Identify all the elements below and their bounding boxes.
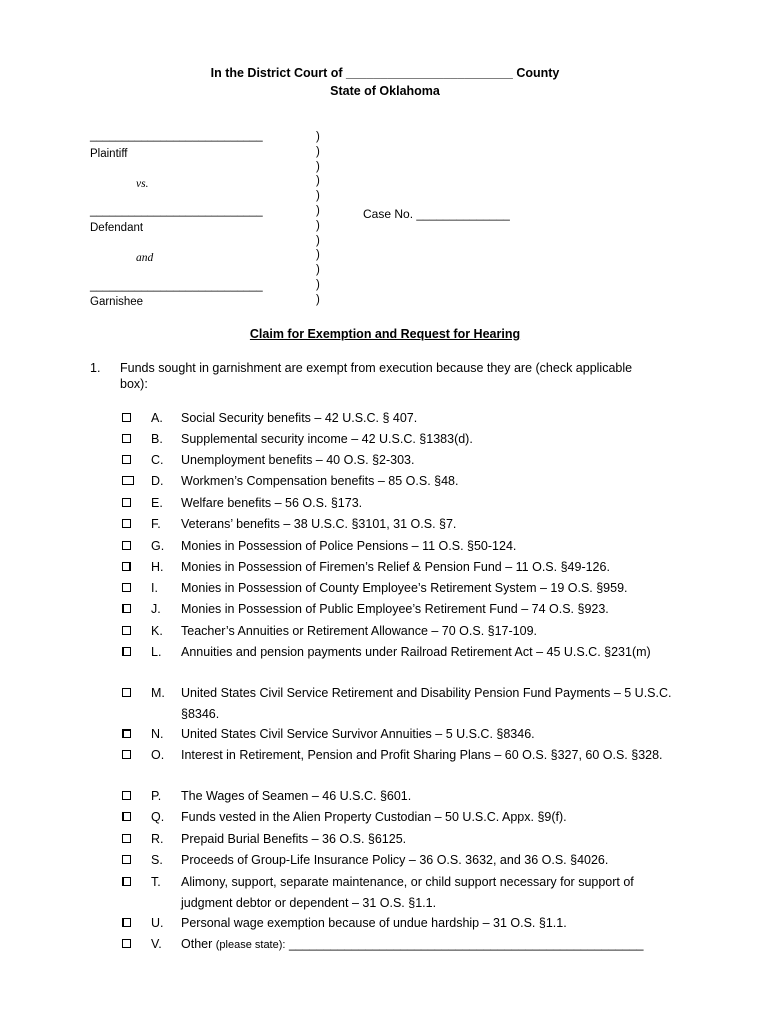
item-text: Prepaid Burial Benefits – 36 O.S. §6125. — [181, 832, 407, 846]
item-text: Unemployment benefits – 40 O.S. §2-303. — [181, 453, 415, 467]
item-text: Personal wage exemption because of undue hardship – 31 O.S. §1.1. — [181, 916, 567, 930]
intro-number: 1. — [90, 361, 101, 375]
item-text: Proceeds of Group-Life Insurance Policy – 36 O.S. 3632, and 36 O.S. §4026. — [181, 853, 609, 867]
item-text: Monies in Possession of Public Employee’s Retirement Fund – 74 O.S. §923. — [181, 602, 609, 616]
garnishee-line[interactable]: ___________________________ — [90, 280, 263, 292]
other-field[interactable]: ___________________________________________________ — [288, 937, 644, 951]
case-number-field[interactable]: Case No. ______________ — [363, 207, 510, 221]
case-caption — [90, 130, 650, 312]
garnishee-label: Garnishee — [90, 296, 144, 308]
and-label: and — [136, 252, 154, 264]
checkbox[interactable] — [122, 604, 131, 613]
item-letter: N. — [151, 727, 164, 741]
item-letter: M. — [151, 686, 165, 700]
checkbox[interactable] — [122, 476, 134, 485]
item-letter: P. — [151, 789, 162, 803]
checkbox[interactable] — [122, 455, 131, 464]
item-text: Social Security benefits – 42 U.S.C. § 407. — [181, 411, 418, 425]
item-text — [181, 934, 681, 956]
intro-text: Funds sought in garnishment are exempt from execution because they are (check applicable box): — [120, 361, 633, 391]
other-note: (please state): — [215, 939, 286, 951]
checkbox[interactable] — [122, 498, 131, 507]
plaintiff-label: Plaintiff — [90, 148, 128, 160]
item-letter: T. — [151, 875, 161, 889]
item-text: United States Civil Service Retirement and Disability Pension Fund Payments – 5 U.S.C. §8346. — [181, 686, 672, 721]
checkbox[interactable] — [122, 918, 131, 927]
checkbox[interactable] — [122, 413, 131, 422]
court-heading: In the District Court of ________________________ County — [210, 66, 560, 80]
checkbox[interactable] — [122, 729, 131, 738]
checkbox[interactable] — [122, 519, 131, 528]
item-letter: E. — [151, 496, 163, 510]
item-letter: D. — [151, 474, 164, 488]
item-letter: I. — [151, 581, 158, 595]
checkbox[interactable] — [122, 877, 131, 886]
item-letter: C. — [151, 453, 164, 467]
plaintiff-line[interactable]: ___________________________ — [90, 130, 263, 142]
defendant-label: Defendant — [90, 222, 144, 234]
item-text: Monies in Possession of Police Pensions – 11 O.S. §50-124. — [181, 539, 517, 553]
item-text: Annuities and pension payments under Railroad Retirement Act – 45 U.S.C. §231(m) — [181, 645, 651, 659]
other-label: Other — [181, 937, 213, 951]
item-letter: R. — [151, 832, 164, 846]
checkbox[interactable] — [122, 434, 131, 443]
item-letter: H. — [151, 560, 164, 574]
versus-label: vs. — [136, 178, 149, 190]
checkbox[interactable] — [122, 791, 131, 800]
item-letter: A. — [151, 411, 163, 425]
item-text: Alimony, support, separate maintenance, or child support necessary for support of judgment debtor or dependent – 31 O.S. §1.1. — [181, 875, 634, 910]
item-text: Monies in Possession of County Employee’s Retirement System – 19 O.S. §959. — [181, 581, 628, 595]
checkbox[interactable] — [122, 750, 131, 759]
checkbox[interactable] — [122, 855, 131, 864]
item-letter: K. — [151, 624, 163, 638]
item-letter: J. — [151, 602, 161, 616]
item-letter: B. — [151, 432, 163, 446]
item-letter: G. — [151, 539, 165, 553]
item-text: Monies in Possession of Firemen’s Relief & Pension Fund – 11 O.S. §49-126. — [181, 560, 610, 574]
checkbox[interactable] — [122, 939, 131, 948]
checkbox[interactable] — [122, 812, 131, 821]
item-text: United States Civil Service Survivor Annuities – 5 U.S.C. §8346. — [181, 727, 535, 741]
checkbox[interactable] — [122, 688, 131, 697]
item-text: Funds vested in the Alien Property Custodian – 50 U.S.C. Appx. §9(f). — [181, 810, 567, 824]
item-text: The Wages of Seamen – 46 U.S.C. §601. — [181, 789, 412, 803]
item-letter: S. — [151, 853, 163, 867]
checkbox[interactable] — [122, 541, 131, 550]
defendant-line[interactable]: ___________________________ — [90, 205, 263, 217]
checkbox[interactable] — [122, 583, 131, 592]
item-letter: F. — [151, 517, 161, 531]
item-letter: O. — [151, 748, 165, 762]
item-letter: L. — [151, 645, 162, 659]
form-title: Claim for Exemption and Request for Hearing — [249, 327, 521, 341]
item-letter: V. — [151, 937, 162, 951]
caption-parentheses: ) ) ) ) ) ) ) ) ) ) ) ) — [316, 131, 320, 306]
item-text: Veterans’ benefits – 38 U.S.C. §3101, 31 O.S. §7. — [181, 517, 457, 531]
checkbox[interactable] — [122, 647, 131, 656]
item-letter: Q. — [151, 810, 165, 824]
item-text: Teacher’s Annuities or Retirement Allowance – 70 O.S. §17-109. — [181, 624, 537, 638]
item-text: Workmen’s Compensation benefits – 85 O.S. §48. — [181, 474, 459, 488]
state-heading: State of Oklahoma — [330, 84, 440, 98]
checkbox[interactable] — [122, 562, 131, 571]
item-text: Interest in Retirement, Pension and Profit Sharing Plans – 60 O.S. §327, 60 O.S. §328. — [181, 748, 663, 762]
checkbox[interactable] — [122, 834, 131, 843]
item-text: Supplemental security income – 42 U.S.C. §1383(d). — [181, 432, 473, 446]
item-text: Welfare benefits – 56 O.S. §173. — [181, 496, 363, 510]
checkbox[interactable] — [122, 626, 131, 635]
item-letter: U. — [151, 916, 164, 930]
